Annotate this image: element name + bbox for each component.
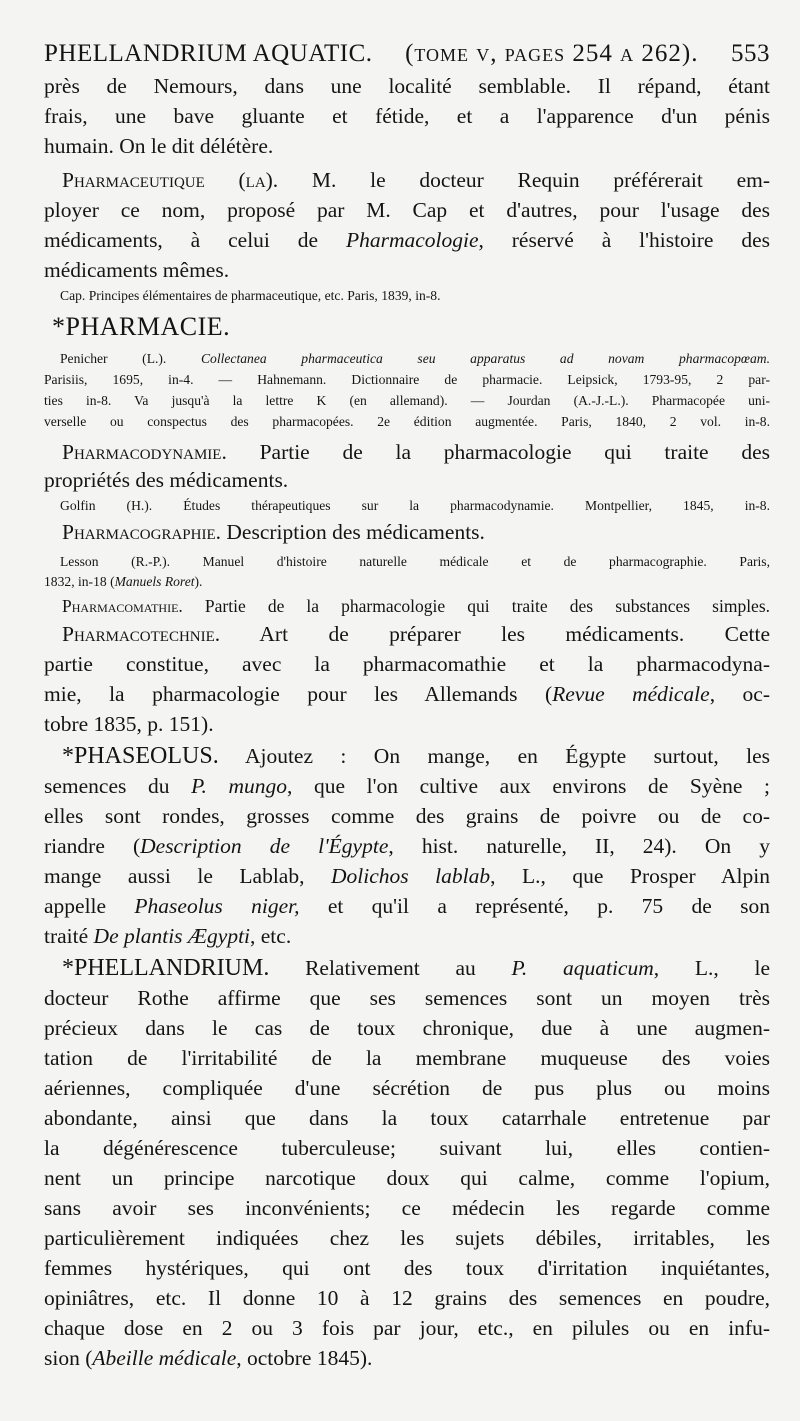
text-line — [44, 892, 770, 920]
text-line: frais, une bave gluante et fétide, et a l'apparence d'un pénis — [44, 104, 770, 128]
reference-line — [44, 573, 770, 591]
italic-span: P. aquaticum — [511, 956, 654, 980]
entry-term: Pharmacodynamie. — [62, 440, 227, 464]
text-line: la dégénérescence tuberculeuse; suivant lui, elles contien- — [44, 1136, 770, 1160]
entry-term: *PHELLANDRIUM. — [62, 955, 270, 981]
text-line: elles sont rondes, grosses comme des grains de poivre ou de co- — [44, 804, 770, 828]
text-line: tation de l'irritabilité de la membrane muqueuse des voies — [44, 1046, 770, 1070]
text-span: , hist. naturelle, II, 24). On y — [388, 834, 770, 858]
text-span: médicaments, à celui de — [44, 228, 319, 252]
text-line — [44, 922, 770, 950]
entry-phellandrium — [62, 954, 770, 982]
text-line — [44, 680, 770, 708]
text-line — [44, 862, 770, 890]
text-span: , L., que Prosper Alpin — [490, 864, 770, 888]
text-span: riandre ( — [44, 834, 141, 858]
section-heading: *PHARMACIE. — [52, 312, 231, 341]
text-span: , oc- — [709, 682, 770, 706]
italic-span: P. mungo — [191, 774, 287, 798]
text-span: , octobre 1845). — [236, 1346, 373, 1370]
italic-span: Collectanea pharmaceutica seu apparatus ad novam pharmacopœam. — [200, 351, 770, 366]
text-line: sans avoir ses inconvénients; ce médecin les regarde comme — [44, 1196, 770, 1220]
running-header — [44, 40, 770, 68]
text-span: Penicher (L.). — [60, 351, 167, 366]
text-span: et qu'il a représenté, p. 75 de son — [327, 894, 770, 918]
entry-text: Art de préparer les médicaments. Cette — [259, 622, 770, 646]
text-line: médicaments mêmes. — [44, 258, 230, 282]
entry-pharmacotechnie — [62, 620, 770, 648]
page-number: 553 — [731, 40, 770, 67]
text-line: près de Nemours, dans une localité semblable. Il répand, étant — [44, 74, 770, 98]
text-line — [44, 226, 770, 254]
text-line: chaque dose en 2 ou 3 fois par jour, etc., en pilules ou en infu- — [44, 1316, 770, 1340]
reference-line: Parisiis, 1695, in-4. — Hahnemann. Dictionnaire de pharmacie. Leipsick, 1793-95, 2 par- — [44, 372, 770, 387]
text-span: traité — [44, 924, 89, 948]
entry-text: Partie de la pharmacologie qui traite des substances simples. — [204, 596, 771, 616]
reference-line: verselle ou conspectus des pharmacopées. 2e édition augmentée. Paris, 1840, 2 vol. in-8. — [44, 414, 770, 429]
entry-text: M. le docteur Requin préférerait em- — [311, 168, 770, 192]
entry-text: Description des médicaments. — [226, 520, 485, 544]
entry-text: Partie de la pharmacologie qui traite des — [259, 440, 770, 464]
entry-pharmacomathie — [62, 592, 770, 620]
text-span: , L., le — [653, 956, 771, 980]
text-line: nent un principe narcotique doux qui calme, comme l'opium, — [44, 1166, 770, 1190]
text-line: partie constitue, avec la pharmacomathie et la pharmacodyna- — [44, 652, 770, 676]
text-line: particulièrement indiquées chez les sujets débiles, irritables, les — [44, 1226, 770, 1250]
text-span: , etc. — [250, 924, 292, 948]
entry-term: Pharmacographie. — [62, 520, 222, 544]
text-line — [44, 772, 770, 800]
running-title: PHELLANDRIUM AQUATIC. — [44, 40, 373, 67]
text-line: propriétés des médicaments. — [44, 468, 289, 492]
italic-span: Dolichos lablab — [331, 864, 491, 888]
text-line — [44, 1344, 770, 1372]
text-line: aériennes, compliquée d'une sécrétion de pus plus ou moins — [44, 1076, 770, 1100]
volume-reference: (tome v, pages 254 a 262). — [405, 40, 699, 67]
italic-span: De plantis Ægypti — [93, 924, 251, 948]
text-line: tobre 1835, p. 151). — [44, 712, 214, 736]
italic-span: Pharmacologie — [345, 228, 479, 252]
italic-span: Phaseolus niger, — [134, 894, 300, 918]
reference-line: ties in-8. Va jusqu'à la lettre K (en allemand). — Jourdan (A.-J.-L.). Pharmacopée uni- — [44, 393, 770, 408]
reference-line: Lesson (R.-P.). Manuel d'histoire naturelle médicale et de pharmacographie. Paris, — [60, 554, 770, 569]
reference-line — [60, 350, 770, 368]
entry-term: Pharmacotechnie. — [62, 622, 221, 646]
text-span: Relativement au — [305, 956, 476, 980]
text-line: femmes hystériques, qui ont des toux d'irritation inquiétantes, — [44, 1256, 770, 1280]
text-line: docteur Rothe affirme que ses semences sont un moyen très — [44, 986, 770, 1010]
italic-span: Revue médicale — [552, 682, 710, 706]
text-line: précieux dans le cas de toux chronique, due à une augmen- — [44, 1016, 770, 1040]
entry-pharmacographie — [62, 518, 770, 546]
text-line: abondante, ainsi que dans la toux catarrhale entretenue par — [44, 1106, 770, 1130]
entry-text: Ajoutez : On mange, en Égypte surtout, les — [244, 744, 770, 768]
italic-span: Manuels Roret — [114, 574, 195, 589]
entry-term: Pharmacomathie. — [62, 596, 183, 616]
text-line: humain. On le dit délétère. — [44, 134, 274, 158]
text-span: , que l'on cultive aux environs de Syène ; — [286, 774, 771, 798]
text-line: opiniâtres, etc. Il donne 10 à 12 grains des semences en poudre, — [44, 1286, 770, 1310]
text-span: mange aussi le Lablab, — [44, 864, 305, 888]
reference-line: Golfin (H.). Études thérapeutiques sur la pharmacodynamie. Montpellier, 1845, in-8. — [60, 498, 770, 513]
text-span: mie, la pharmacologie pour les Allemands ( — [44, 682, 553, 706]
italic-span: Abeille médicale — [92, 1346, 237, 1370]
text-span: sion ( — [44, 1346, 93, 1370]
text-line: ployer ce nom, proposé par M. Cap et d'autres, pour l'usage des — [44, 198, 770, 222]
entry-phaseolus — [62, 742, 770, 770]
entry-pharmacodynamie — [62, 438, 770, 466]
italic-span: Description de l'Égypte — [140, 834, 389, 858]
text-line — [44, 832, 770, 860]
text-span: ). — [194, 574, 203, 589]
entry-term: *PHASEOLUS. — [62, 743, 219, 769]
text-span: appelle — [44, 894, 107, 918]
reference-line: Cap. Principes élémentaires de pharmaceutique, etc. Paris, 1839, in-8. — [60, 288, 441, 303]
text-span: , réservé à l'histoire des — [478, 228, 771, 252]
text-span: 1832, in-18 ( — [44, 574, 115, 589]
entry-term: Pharmaceutique (la). — [62, 168, 279, 192]
text-span: semences du — [44, 774, 170, 798]
entry-pharmaceutique — [62, 166, 770, 194]
